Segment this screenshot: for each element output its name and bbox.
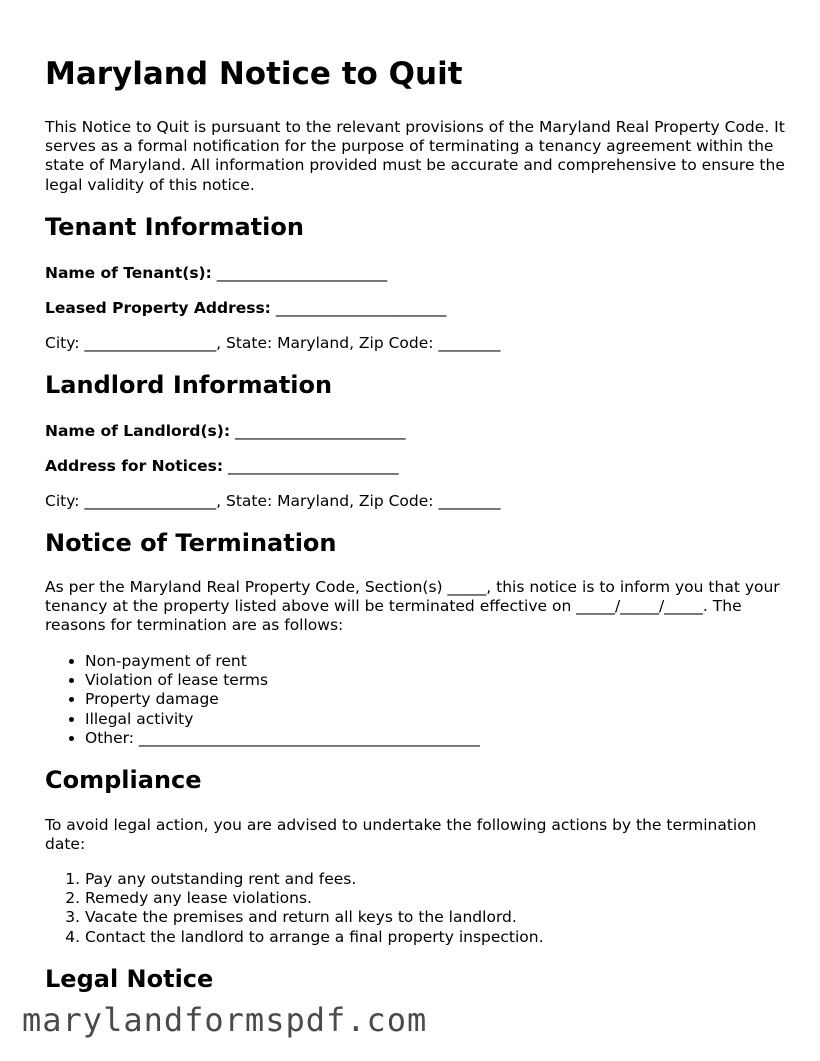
- termination-reasons-list: [45, 652, 480, 748]
- list-item: 1. Pay any outstanding rent and fees.: [85, 870, 544, 889]
- landlord-name-field: [45, 422, 405, 441]
- page-title: Maryland Notice to Quit: [45, 56, 463, 92]
- tenant-name-blank[interactable]: ______________________: [216, 264, 388, 282]
- list-item: 3. Vacate the premises and return all keys to the landlord.: [85, 908, 544, 927]
- landlord-name-blank[interactable]: ______________________: [234, 422, 406, 440]
- intro-text: This Notice to Quit is pursuant to the relevant provisions of the Maryland Real Property Code. It serves as a formal notification for the purpose of terminating a tenancy agreement within the state of Maryland. All information provided must be accurate and comprehensive to ensure the legal validity of this notice.: [45, 118, 785, 194]
- landlord-address-blank[interactable]: ______________________: [228, 457, 399, 475]
- intro-paragraph: [45, 118, 785, 195]
- list-item: 2. Remedy any lease violations.: [85, 889, 544, 908]
- landlord-name-label: Name of Landlord(s):: [45, 422, 231, 440]
- tenant-address-blank[interactable]: ______________________: [275, 299, 447, 317]
- landlord-address-field: [45, 457, 399, 476]
- list-item: • Violation of lease terms: [85, 671, 480, 690]
- termination-text: As per the Maryland Real Property Code, Section(s) _____, this notice is to inform you that your tenancy at the property listed above will be terminated effective on _____/_____/_____. The reasons for termination are as follows:: [45, 578, 780, 635]
- compliance-heading: Compliance: [45, 766, 202, 794]
- landlord-heading: Landlord Information: [45, 371, 333, 399]
- termination-heading: Notice of Termination: [45, 529, 337, 557]
- compliance-actions-list: [45, 870, 544, 947]
- tenant-address-label: Leased Property Address:: [45, 299, 271, 317]
- compliance-text: To avoid legal action, you are advised to undertake the following actions by the termination date:: [45, 816, 757, 854]
- tenant-city-line[interactable]: City: _________________, State: Maryland, Zip Code: ________: [45, 334, 501, 352]
- list-item: • Property damage: [85, 690, 480, 709]
- list-item: • Non-payment of rent: [85, 652, 480, 671]
- legal-notice-heading: Legal Notice: [45, 965, 214, 993]
- landlord-city-line[interactable]: City: _________________, State: Maryland, Zip Code: ________: [45, 492, 501, 510]
- list-item[interactable]: • Other: ____________________________________________: [85, 729, 480, 748]
- site-watermark: marylandformspdf.com: [22, 1001, 428, 1039]
- tenant-heading: Tenant Information: [45, 213, 304, 241]
- compliance-paragraph: [45, 816, 785, 854]
- list-item: • Illegal activity: [85, 710, 480, 729]
- tenant-address-field: [45, 299, 446, 318]
- tenant-name-field: [45, 264, 387, 283]
- termination-paragraph: [45, 578, 785, 636]
- tenant-name-label: Name of Tenant(s):: [45, 264, 212, 282]
- list-item: 4. Contact the landlord to arrange a final property inspection.: [85, 928, 544, 947]
- landlord-address-label: Address for Notices:: [45, 457, 224, 475]
